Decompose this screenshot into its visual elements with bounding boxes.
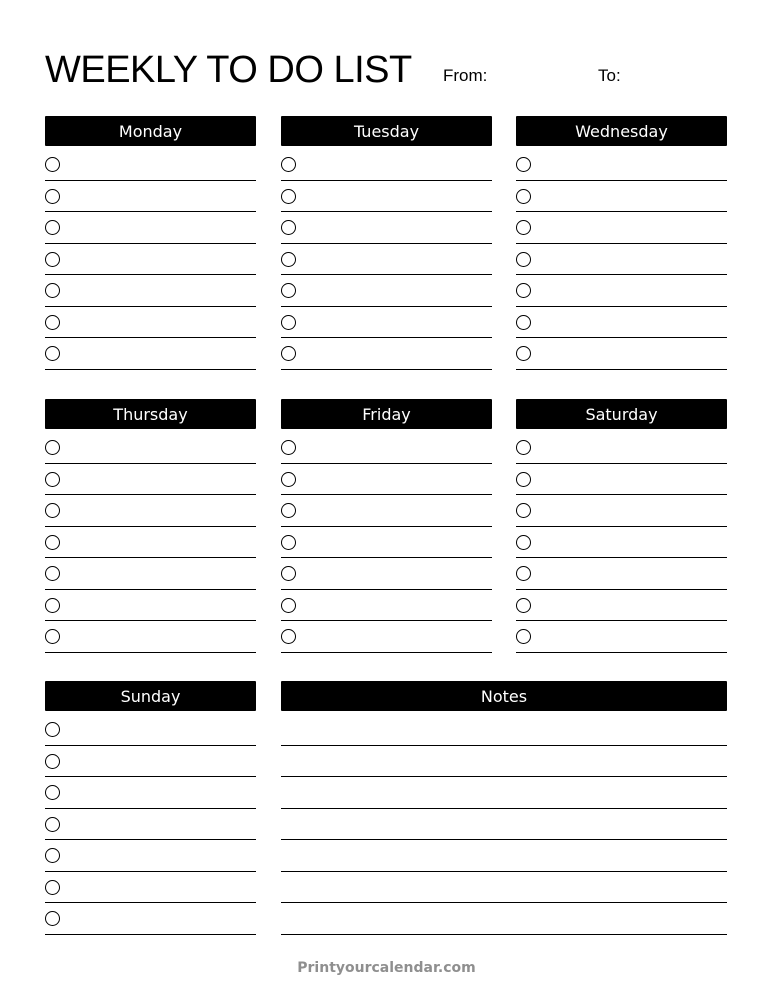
task-row[interactable] [45,840,256,872]
task-row[interactable] [281,558,492,590]
task-checkbox[interactable] [45,722,60,737]
task-row[interactable] [281,590,492,622]
task-row[interactable] [45,777,256,809]
task-checkbox[interactable] [516,472,531,487]
day-header [45,116,256,146]
task-checkbox[interactable] [45,220,60,235]
notes-section [281,681,727,935]
task-checkbox[interactable] [45,566,60,581]
day-label: Monday [118,121,183,141]
task-checkbox[interactable] [281,503,296,518]
task-row[interactable] [516,149,727,181]
task-checkbox[interactable] [516,220,531,235]
task-row[interactable] [516,244,727,276]
task-row[interactable] [45,527,256,559]
note-line[interactable] [281,777,727,809]
task-row[interactable] [45,212,256,244]
task-list [45,149,256,370]
note-line[interactable] [281,809,727,841]
day-section-friday [281,399,492,653]
task-row[interactable] [45,149,256,181]
day-section-monday [45,116,256,370]
task-checkbox[interactable] [516,503,531,518]
day-label: Wednesday [575,121,668,141]
task-checkbox[interactable] [45,817,60,832]
task-checkbox[interactable] [45,503,60,518]
task-checkbox[interactable] [516,629,531,644]
note-line[interactable] [281,903,727,935]
task-row[interactable] [281,181,492,213]
task-checkbox[interactable] [281,598,296,613]
task-checkbox[interactable] [45,911,60,926]
task-checkbox[interactable] [45,283,60,298]
task-checkbox[interactable] [45,535,60,550]
day-header [516,116,727,146]
task-row[interactable] [281,275,492,307]
task-row[interactable] [516,558,727,590]
task-row[interactable] [516,621,727,653]
task-checkbox[interactable] [45,315,60,330]
task-checkbox[interactable] [516,346,531,361]
task-checkbox[interactable] [45,189,60,204]
day-header [45,399,256,429]
task-checkbox[interactable] [516,598,531,613]
task-row[interactable] [45,903,256,935]
note-line[interactable] [281,872,727,904]
day-section-sunday [45,681,256,935]
task-row[interactable] [516,527,727,559]
task-checkbox[interactable] [281,220,296,235]
task-checkbox[interactable] [45,848,60,863]
note-line[interactable] [281,840,727,872]
to-label: To: [598,66,621,85]
task-row[interactable] [281,621,492,653]
task-row[interactable] [45,495,256,527]
task-checkbox[interactable] [281,283,296,298]
day-header [45,681,256,711]
task-list [281,432,492,653]
task-row[interactable] [45,558,256,590]
task-row[interactable] [281,307,492,339]
task-list [281,149,492,370]
page-title: WEEKLY TO DO LIST [45,49,412,91]
task-row[interactable] [45,464,256,496]
task-row[interactable] [45,621,256,653]
task-checkbox[interactable] [516,283,531,298]
task-row[interactable] [45,714,256,746]
notes-header [281,681,727,711]
day-header [516,399,727,429]
task-row[interactable] [516,432,727,464]
task-row[interactable] [516,495,727,527]
task-row[interactable] [45,590,256,622]
task-row[interactable] [45,181,256,213]
task-row[interactable] [281,464,492,496]
task-row[interactable] [45,244,256,276]
day-label: Thursday [113,404,188,424]
day-label: Friday [362,404,411,424]
task-checkbox[interactable] [281,440,296,455]
task-checkbox[interactable] [281,629,296,644]
notes-label: Notes [480,686,528,706]
day-section-thursday [45,399,256,653]
task-row[interactable] [45,432,256,464]
task-checkbox[interactable] [45,346,60,361]
task-checkbox[interactable] [281,315,296,330]
task-checkbox[interactable] [516,252,531,267]
task-checkbox[interactable] [45,472,60,487]
day-header [281,116,492,146]
task-checkbox[interactable] [281,157,296,172]
day-header [281,399,492,429]
day-section-saturday [516,399,727,653]
task-row[interactable] [516,212,727,244]
task-row[interactable] [281,149,492,181]
task-row[interactable] [281,244,492,276]
task-row[interactable] [281,338,492,370]
task-checkbox[interactable] [45,785,60,800]
task-row[interactable] [516,464,727,496]
task-row[interactable] [45,275,256,307]
task-checkbox[interactable] [45,629,60,644]
task-row[interactable] [516,338,727,370]
footer-brand: Printyourcalendar.com [297,960,476,976]
task-checkbox[interactable] [281,252,296,267]
task-checkbox[interactable] [45,754,60,769]
task-row[interactable] [281,212,492,244]
task-checkbox[interactable] [281,566,296,581]
task-checkbox[interactable] [281,472,296,487]
task-checkbox[interactable] [45,157,60,172]
task-checkbox[interactable] [45,252,60,267]
task-row[interactable] [281,495,492,527]
task-row[interactable] [516,275,727,307]
task-row[interactable] [45,746,256,778]
task-row[interactable] [516,590,727,622]
task-row[interactable] [281,432,492,464]
task-list [516,149,727,370]
task-row[interactable] [516,307,727,339]
task-checkbox[interactable] [516,315,531,330]
task-checkbox[interactable] [516,535,531,550]
task-list [516,432,727,653]
task-row[interactable] [45,872,256,904]
task-checkbox[interactable] [516,189,531,204]
note-line[interactable] [281,746,727,778]
task-checkbox[interactable] [45,880,60,895]
task-row[interactable] [45,338,256,370]
task-checkbox[interactable] [281,346,296,361]
note-line[interactable] [281,714,727,746]
task-row[interactable] [281,527,492,559]
task-list [45,432,256,653]
task-row[interactable] [516,181,727,213]
task-checkbox[interactable] [45,598,60,613]
task-checkbox[interactable] [45,440,60,455]
task-row[interactable] [45,809,256,841]
day-label: Sunday [120,686,181,706]
from-label: From: [443,66,488,85]
notes-lines [281,714,727,935]
day-label: Tuesday [353,121,420,141]
day-section-tuesday [281,116,492,370]
task-checkbox[interactable] [516,157,531,172]
task-checkbox[interactable] [281,535,296,550]
task-checkbox[interactable] [516,566,531,581]
task-checkbox[interactable] [281,189,296,204]
task-list [45,714,256,935]
day-section-wednesday [516,116,727,370]
day-label: Saturday [585,404,658,424]
task-checkbox[interactable] [516,440,531,455]
task-row[interactable] [45,307,256,339]
